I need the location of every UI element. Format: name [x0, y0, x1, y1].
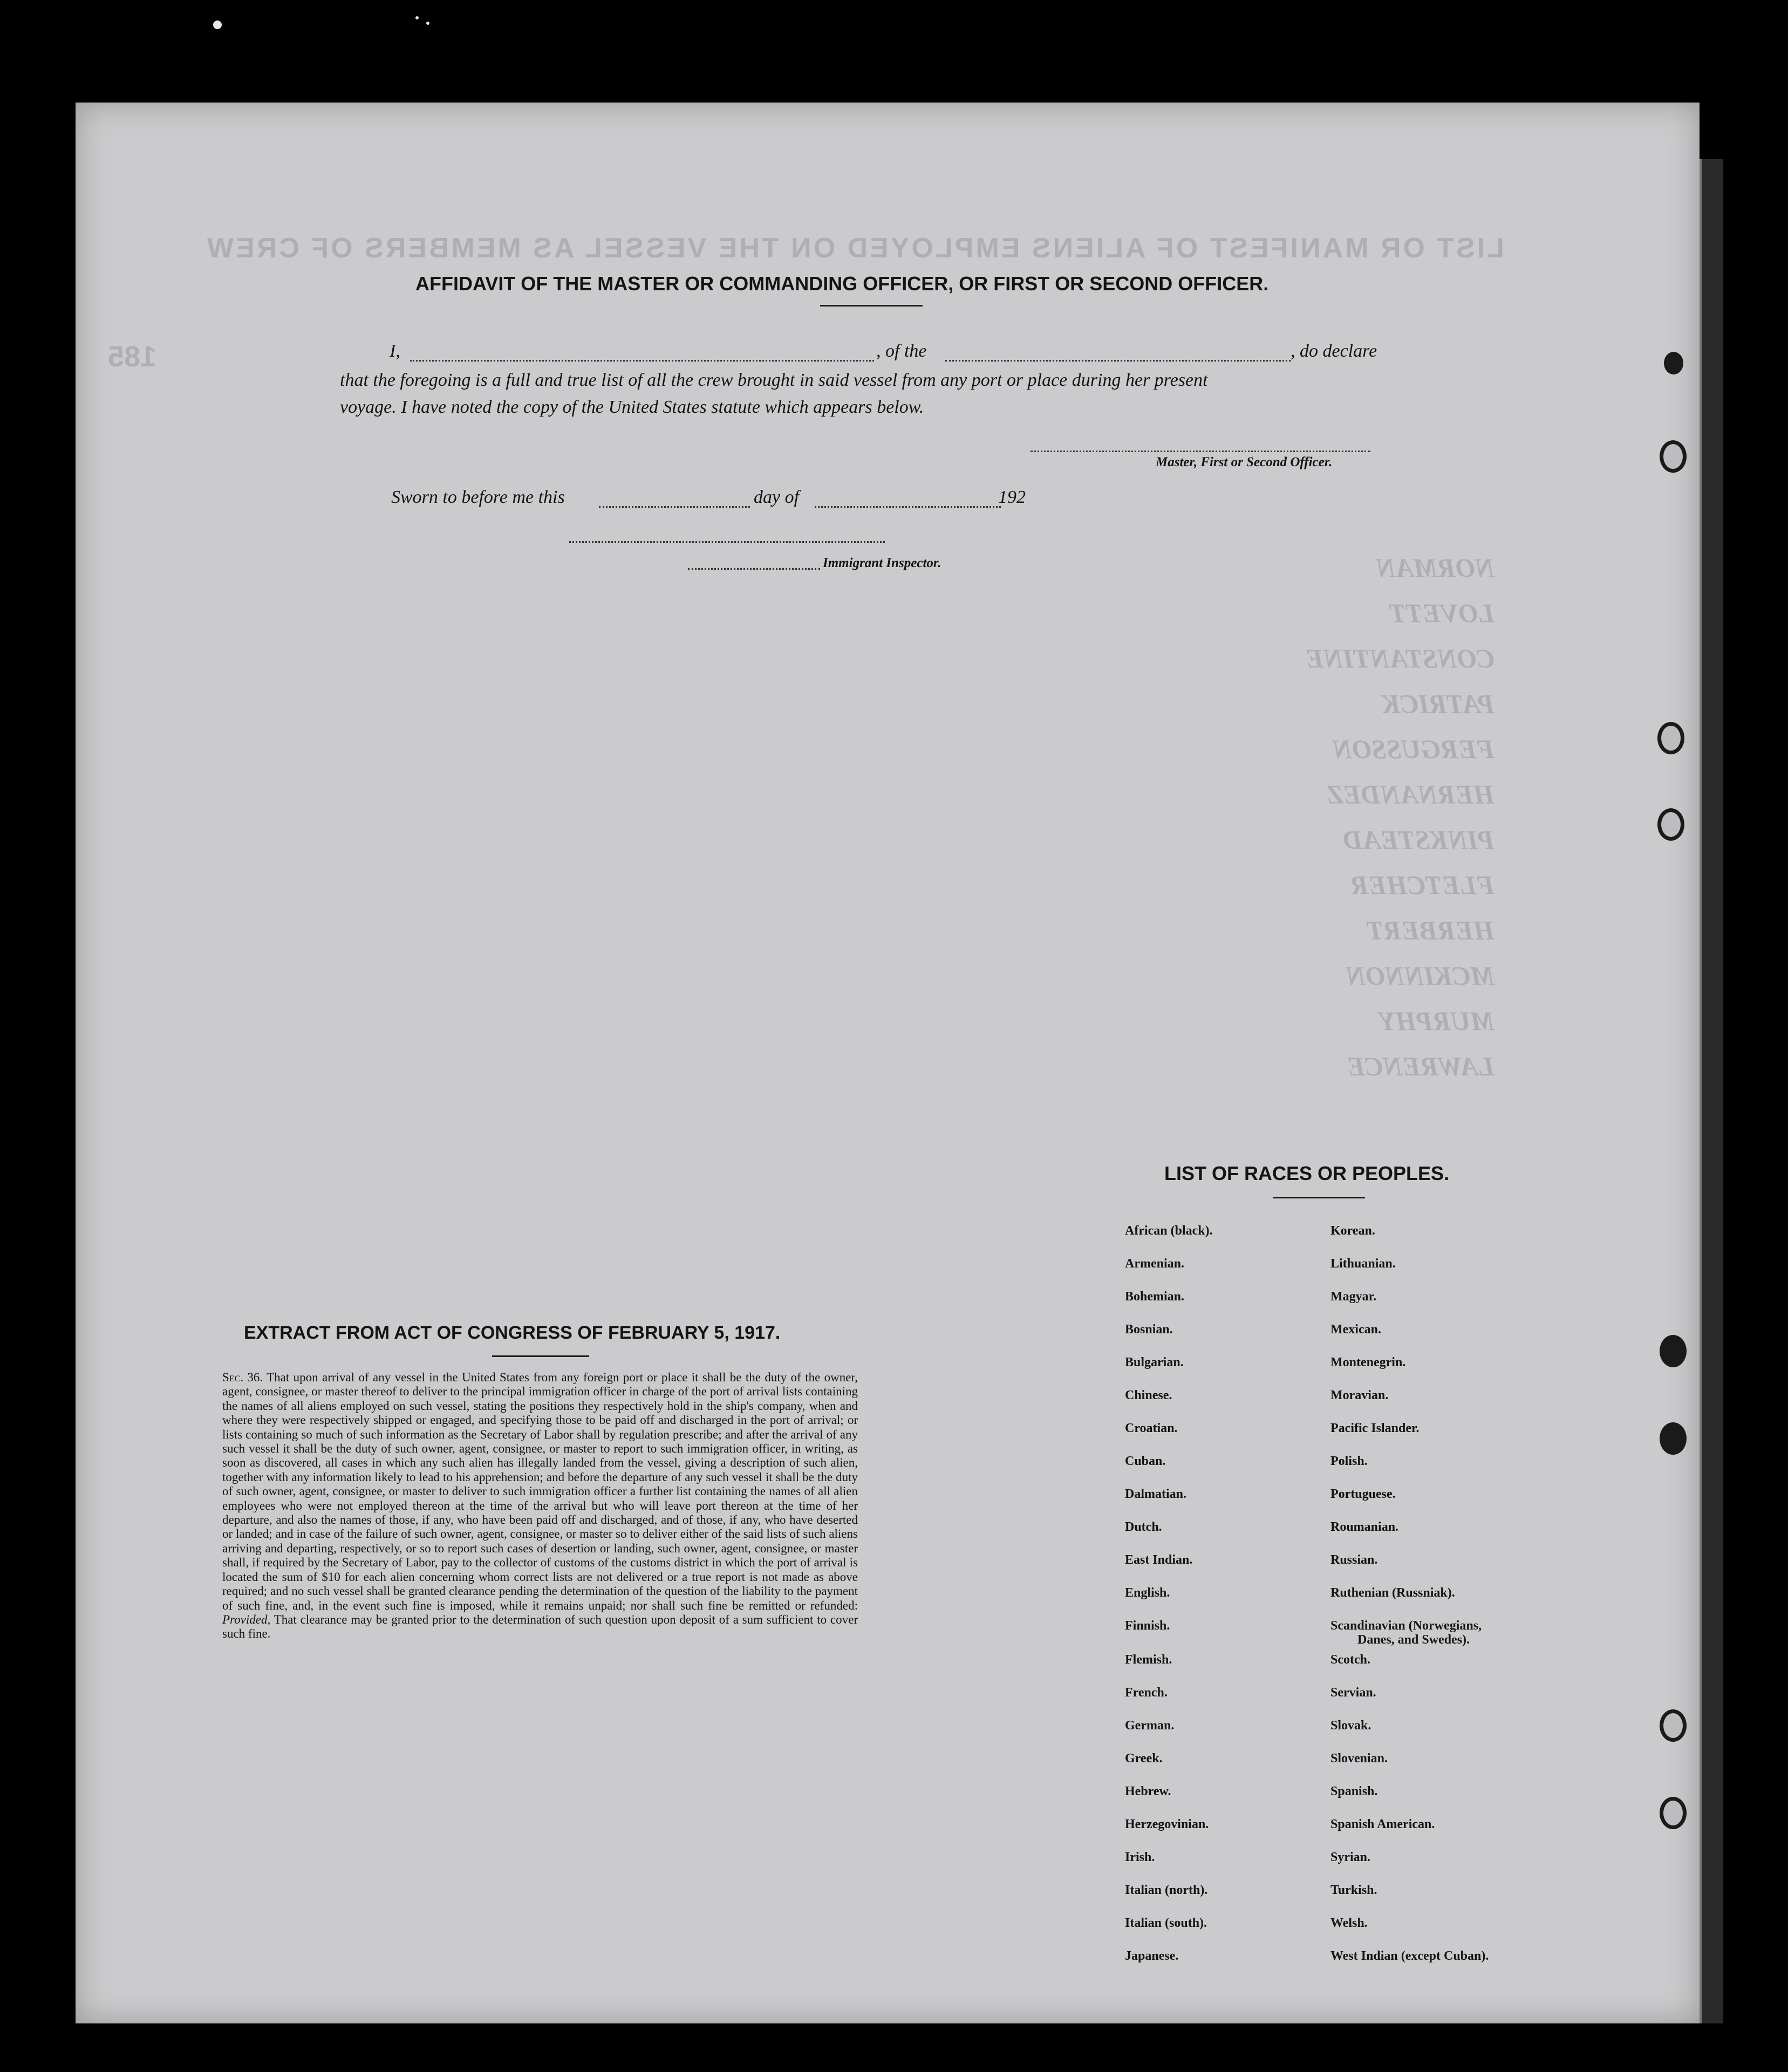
affidavit-title-rule	[820, 305, 923, 306]
race-item: Armenian.	[1125, 1257, 1184, 1271]
binder-hole	[1660, 1422, 1687, 1455]
year-prefix: 192	[998, 487, 1026, 507]
dust-speck	[213, 21, 222, 29]
race-item: Bohemian.	[1125, 1290, 1185, 1304]
binder-hole	[1660, 440, 1687, 473]
affidavit-statement-line-2: voyage. I have noted the copy of the United States statute which appears below.	[340, 397, 924, 417]
race-item: German.	[1125, 1719, 1175, 1733]
race-item: Greek.	[1125, 1751, 1163, 1766]
race-item: Servian.	[1330, 1686, 1376, 1700]
document-page	[76, 103, 1700, 2023]
races-title: LIST OF RACES OR PEOPLES.	[1164, 1162, 1450, 1184]
race-item: Japanese.	[1125, 1949, 1179, 1963]
dust-speck	[426, 22, 429, 25]
race-item: West Indian (except Cuban).	[1330, 1949, 1489, 1963]
race-item: Bosnian.	[1125, 1323, 1173, 1337]
name-blank[interactable]	[410, 360, 874, 362]
extract-body-text: That upon arrival of any vessel in the United States from any foreign port or place it shall be the duty of the owner, agent, consignee, or master thereof to deliver to the principal immigration officer in charge of the port of arrival lists containing the names of all aliens employed on such vessel, stating the positions they respectively hold in the ship's company, when and where they were respectively shipped or engaged, and specifying those to be paid off and discharged in the port of arrival; or lists containing so much of such information as the Secretary of Labor shall by regulation prescribe; and after the arrival of any such vessel it shall be the duty of such owner, agent, consignee, or master to report to such immigration officer, in writing, as soon as discovered, all cases in which any such alien has illegally landed from the vessel, giving a description of such alien, together with any information likely to lead to his apprehension; and before the departure of any such vessel it shall be the duty of such owner, agent, consignee, or master to deliver to such immigration officer a further list containing the names of all alien employees who were not employed thereon at the time of the arrival but who will leave port thereon at the time of her departure, and also the names of those, if any, who have been paid off and discharged, and of those, if any, who have deserted or landed; and in case of the failure of such owner, agent, consignee, or master so to deliver either of the said lists of such aliens arriving and departing, respectively, or so to report such cases of desertion or landing, such owner, agent, consignee, or master shall, if required by the Secretary of Labor, pay to the collector of customs of the customs district in which the port of arrival is located the sum of $10 for each alien concerning whom correct lists are not delivered or a true report is not made as above required; and no such vessel shall be granted clearance pending the determination of the question of the liability to the payment of such fine, and, in the event such fine is imposed, while it remains unpaid; nor shall such fine be remitted or refunded:	[222, 1371, 858, 1612]
race-item: Turkish.	[1330, 1883, 1377, 1897]
race-item: Polish.	[1330, 1454, 1368, 1468]
affidavit-title: AFFIDAVIT OF THE MASTER OR COMMANDING OFFICER, OR FIRST OR SECOND OFFICER.	[415, 272, 1269, 295]
race-item: Lithuanian.	[1330, 1257, 1396, 1271]
races-title-rule	[1273, 1197, 1365, 1198]
extract-title-rule	[492, 1355, 589, 1357]
race-item: Moravian.	[1330, 1388, 1389, 1402]
race-item: Slovenian.	[1330, 1751, 1388, 1766]
race-item: Cuban.	[1125, 1454, 1166, 1468]
extract-body	[222, 1371, 858, 1641]
bleed-through-heading: LIST OR MANIFEST OF ALIENS EMPLOYED ON THE VESSEL AS MEMBERS OF CREW	[205, 233, 1504, 264]
race-item: Portuguese.	[1330, 1487, 1396, 1501]
inspector-caption-leader	[688, 568, 820, 570]
race-item: Pacific Islander.	[1330, 1421, 1420, 1435]
vessel-name-blank[interactable]	[945, 360, 1291, 362]
master-caption: Master, First or Second Officer.	[1156, 455, 1333, 469]
race-item: Montenegrin.	[1330, 1355, 1406, 1369]
race-item: Hebrew.	[1125, 1784, 1171, 1798]
inspector-signature-line[interactable]	[569, 541, 885, 543]
binder-hole	[1660, 1709, 1687, 1742]
affidavit-statement-line-1: that the foregoing is a full and true list of all the crew brought in said vessel from any port or place during her present	[340, 370, 1208, 390]
binder-hole	[1657, 722, 1684, 754]
binder-hole	[1657, 808, 1684, 841]
race-item: Ruthenian (Russniak).	[1330, 1586, 1455, 1600]
bleed-through-column: NORMAN LOVETT CONSTANTINE PATRICK FERGUSSON HERNANDEZ PINKSTEAD FLETCHER HERBERT MCKINNON MURPHY LAWRENCE	[1306, 553, 1495, 1081]
race-item: African (black).	[1125, 1224, 1213, 1238]
race-item: Korean.	[1330, 1224, 1375, 1238]
extract-title: EXTRACT FROM ACT OF CONGRESS OF FEBRUARY 5, 1917.	[244, 1323, 781, 1343]
bleed-through-number: 185	[108, 340, 157, 373]
extract-body-end: That clearance may be granted prior to the determination of such question upon deposit of a sum sufficient to cover such fine.	[222, 1612, 858, 1641]
race-item: Italian (north).	[1125, 1883, 1208, 1897]
race-item: Magyar.	[1330, 1290, 1377, 1304]
race-item: Slovak.	[1330, 1719, 1371, 1733]
race-item: Syrian.	[1330, 1850, 1371, 1864]
race-item: Finnish.	[1125, 1619, 1170, 1633]
race-item: Bulgarian.	[1125, 1355, 1184, 1369]
race-item: Welsh.	[1330, 1916, 1368, 1930]
race-item: Italian (south).	[1125, 1916, 1207, 1930]
extract-provided-label: Provided,	[222, 1612, 271, 1626]
binder-hole	[1660, 1335, 1687, 1367]
sworn-day-blank[interactable]	[599, 506, 750, 508]
race-item: Roumanian.	[1330, 1520, 1399, 1534]
dust-speck	[415, 16, 419, 19]
race-item: Scandinavian (Norwegians,	[1330, 1619, 1482, 1633]
binder-hole	[1664, 352, 1683, 374]
race-item: Scotch.	[1330, 1653, 1370, 1667]
race-item: Spanish American.	[1330, 1817, 1435, 1831]
race-item: Mexican.	[1330, 1323, 1381, 1337]
extract-section-label: Sec. 36.	[222, 1371, 263, 1384]
race-item: Dutch.	[1125, 1520, 1162, 1534]
sworn-label: Sworn to before me this	[391, 487, 565, 507]
race-item: Irish.	[1125, 1850, 1155, 1864]
race-item: East Indian.	[1125, 1553, 1193, 1567]
race-item: Dalmatian.	[1125, 1487, 1186, 1501]
page-stack-edge	[1700, 159, 1723, 2023]
race-item: Croatian.	[1125, 1421, 1178, 1435]
race-item: Russian.	[1330, 1553, 1378, 1567]
inspector-caption: Immigrant Inspector.	[823, 556, 941, 570]
sworn-month-blank[interactable]	[815, 506, 1001, 508]
race-item: Chinese.	[1125, 1388, 1172, 1402]
binder-hole	[1660, 1797, 1687, 1829]
officer-signature-line[interactable]	[1031, 451, 1370, 452]
affidavit-of-the-label: , of the	[876, 341, 927, 361]
race-item: French.	[1125, 1686, 1168, 1700]
race-item: English.	[1125, 1586, 1170, 1600]
race-item: Danes, and Swedes).	[1357, 1633, 1470, 1647]
affidavit-do-declare-label: , do declare	[1291, 341, 1377, 361]
race-item: Herzegovinian.	[1125, 1817, 1209, 1831]
affidavit-i-label: I,	[390, 341, 400, 361]
race-item: Spanish.	[1330, 1784, 1378, 1798]
race-item: Flemish.	[1125, 1653, 1172, 1667]
day-of-label: day of	[754, 487, 800, 507]
